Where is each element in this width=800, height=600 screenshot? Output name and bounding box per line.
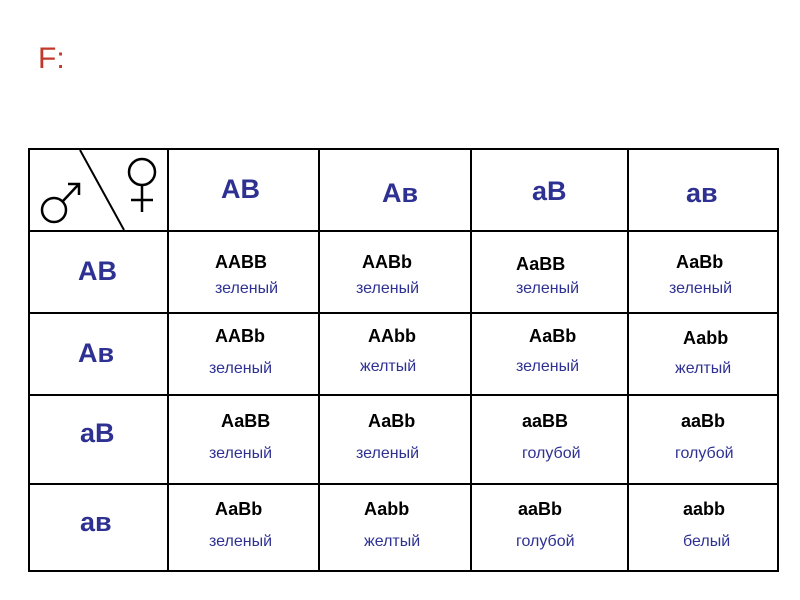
diagonal-divider bbox=[80, 150, 124, 230]
phenotype: зеленый bbox=[516, 358, 580, 375]
punnett-square bbox=[28, 148, 779, 572]
table-row bbox=[29, 231, 778, 313]
phenotype: желтый bbox=[364, 533, 421, 550]
table-cell bbox=[168, 395, 319, 484]
table-cell bbox=[471, 395, 628, 484]
genotype: ааВb bbox=[681, 411, 726, 431]
male-symbol-icon bbox=[42, 184, 79, 222]
phenotype: зеленый bbox=[669, 280, 733, 297]
column-header-3 bbox=[471, 149, 628, 231]
column-header-4 bbox=[628, 149, 778, 231]
table-cell bbox=[319, 395, 471, 484]
table-row bbox=[29, 313, 778, 395]
phenotype: зеленый bbox=[209, 360, 273, 377]
phenotype: зеленый bbox=[215, 280, 279, 297]
genotype: АаВb bbox=[215, 499, 263, 519]
table-cell bbox=[628, 484, 778, 571]
genotype: АаВb bbox=[676, 252, 724, 272]
row-header-label: Ав bbox=[78, 338, 115, 368]
phenotype: желтый bbox=[675, 360, 732, 377]
column-header-1 bbox=[168, 149, 319, 231]
phenotype: зеленый bbox=[516, 280, 580, 297]
phenotype: зеленый bbox=[209, 445, 273, 462]
page-title: F: bbox=[38, 42, 65, 75]
genotype: ААbb bbox=[368, 326, 416, 346]
column-header-label: аВ bbox=[532, 176, 567, 206]
table-cell bbox=[168, 313, 319, 395]
column-header-2 bbox=[319, 149, 471, 231]
row-header-label: АВ bbox=[78, 256, 117, 286]
column-header-label: АВ bbox=[221, 174, 260, 204]
genotype: Ааbb bbox=[364, 499, 410, 519]
phenotype: голубой bbox=[516, 533, 575, 550]
genotype: ааВb bbox=[518, 499, 563, 519]
table-cell bbox=[319, 313, 471, 395]
phenotype: зеленый bbox=[209, 533, 273, 550]
genotype: ААВb bbox=[215, 326, 265, 346]
table-row bbox=[29, 395, 778, 484]
phenotype: желтый bbox=[360, 358, 417, 375]
genotype: ААВВ bbox=[215, 252, 267, 272]
row-header-label: аВ bbox=[80, 418, 115, 448]
genotype: АаВВ bbox=[221, 411, 271, 431]
phenotype: белый bbox=[683, 533, 731, 550]
phenotype: зеленый bbox=[356, 445, 420, 462]
row-header-1 bbox=[29, 231, 168, 313]
genotype: Ааbb bbox=[683, 328, 729, 348]
row-header-3 bbox=[29, 395, 168, 484]
table-cell bbox=[319, 231, 471, 313]
corner-cell bbox=[29, 149, 168, 231]
table-row bbox=[29, 484, 778, 571]
column-header-label: ав bbox=[686, 178, 718, 208]
table-cell bbox=[471, 484, 628, 571]
table-cell bbox=[471, 231, 628, 313]
genotype: АаВb bbox=[368, 411, 416, 431]
gamete-symbols bbox=[30, 150, 167, 230]
header-row bbox=[29, 149, 778, 231]
table-cell bbox=[628, 313, 778, 395]
row-header-4 bbox=[29, 484, 168, 571]
table-cell bbox=[168, 484, 319, 571]
genotype: ААВb bbox=[362, 252, 412, 272]
row-header-2 bbox=[29, 313, 168, 395]
phenotype: зеленый bbox=[356, 280, 420, 297]
column-header-label: Ав bbox=[382, 178, 419, 208]
row-header-label: ав bbox=[80, 507, 112, 537]
genotype: АаВВ bbox=[516, 254, 566, 274]
table-cell bbox=[168, 231, 319, 313]
genotype: ааВВ bbox=[522, 411, 569, 431]
table-cell bbox=[471, 313, 628, 395]
table-cell bbox=[319, 484, 471, 571]
genotype: АаВb bbox=[529, 326, 577, 346]
genotype: ааbb bbox=[683, 499, 726, 519]
phenotype: голубой bbox=[522, 445, 581, 462]
phenotype: голубой bbox=[675, 445, 734, 462]
table-cell bbox=[628, 395, 778, 484]
table-cell bbox=[628, 231, 778, 313]
female-symbol-icon bbox=[129, 159, 155, 212]
